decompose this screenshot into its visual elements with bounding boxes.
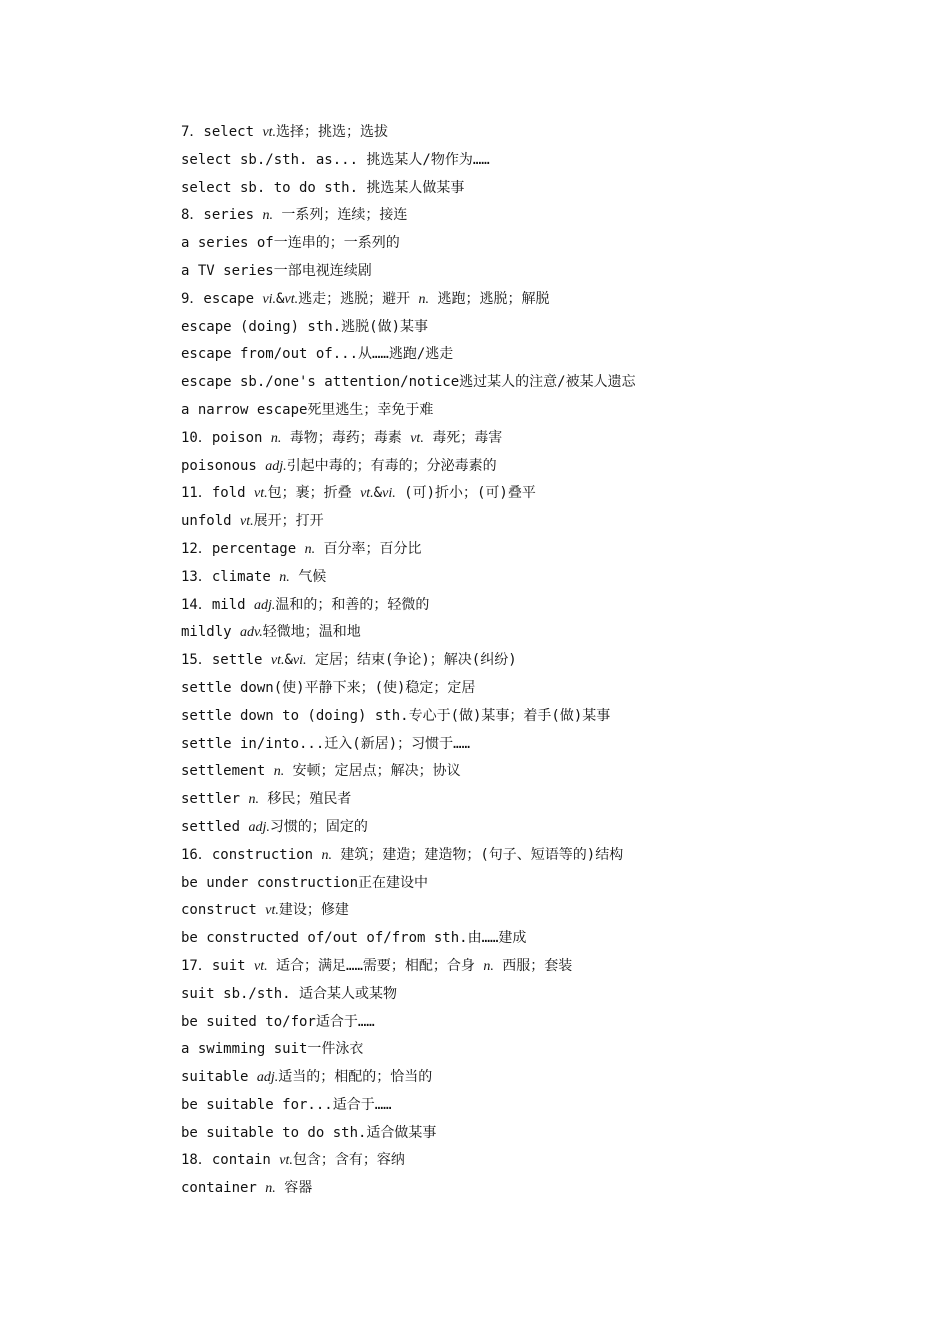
vocab-line [181,592,861,620]
part-of-speech: n. [279,569,290,585]
line-text: select sb. to do sth. 挑选某人做某事 [181,179,465,196]
vocab-line [181,508,861,536]
line-text: 18．contain [181,1152,280,1169]
part-of-speech: vi. [262,291,277,307]
vocab-line [181,564,861,592]
line-text: 适合；满足……需要；相配；合身 [267,957,484,974]
line-text: settlement [181,763,274,780]
line-text: & [373,485,383,502]
vocab-line [181,341,861,369]
line-text: 一系列；连续；接连 [272,207,408,224]
line-text: be suitable for...适合于…… [181,1096,392,1113]
line-text: 毒物；毒药；毒素 [281,429,411,446]
vocab-line [181,1009,861,1037]
part-of-speech: n. [483,958,494,974]
line-text: settle in/into...迁入(新居)；习惯于…… [181,735,471,752]
part-of-speech: adv. [240,625,263,641]
line-text: 9．escape [181,290,263,307]
vocab-line [181,397,861,425]
vocab-line [181,314,861,342]
line-text: a TV series一部电视连续剧 [181,262,372,279]
line-text: 16．construction [181,846,322,863]
line-text: escape from/out of...从……逃跑/逃走 [181,346,454,363]
line-text: 容器 [275,1180,313,1197]
line-text: 逃跑；逃脱；解脱 [429,290,550,307]
part-of-speech: n. [262,208,273,224]
part-of-speech: vt. [360,486,374,502]
vocab-line [181,119,861,147]
vocab-line [181,703,861,731]
part-of-speech: vt. [254,958,268,974]
vocab-line [181,1092,861,1120]
line-text: 8．series [181,207,263,224]
vocab-line [181,536,861,564]
line-text: 包；裹；折叠 [267,485,361,502]
line-text: a series of一连串的；一系列的 [181,235,400,252]
line-text: 12．percentage [181,540,305,557]
vocab-line [181,619,861,647]
vocab-line [181,925,861,953]
part-of-speech: vi. [382,486,396,502]
line-text: 气候 [289,568,327,585]
line-text: 建设；修建 [278,902,349,919]
line-text: 14．mild [181,596,255,613]
vocab-line [181,286,861,314]
vocab-line [181,897,861,925]
part-of-speech: vt. [410,430,424,446]
vocab-line [181,981,861,1009]
line-text: 适当的；相配的；恰当的 [278,1069,433,1086]
part-of-speech: vt. [270,653,285,669]
vocab-line [181,786,861,814]
vocab-line [181,1120,861,1148]
line-text: unfold [181,513,241,530]
vocab-line [181,425,861,453]
part-of-speech: vt. [284,291,299,307]
line-text: 西服；套装 [493,957,573,974]
line-text: a narrow escape死里逃生；幸免于难 [181,401,434,418]
line-text: 逃走；逃脱；避开 [298,290,419,307]
vocab-line [181,258,861,286]
line-text: be suitable to do sth.适合做某事 [181,1124,437,1141]
part-of-speech: adj. [265,458,287,474]
line-text: mildly [181,624,241,641]
line-text: be suited to/for适合于…… [181,1013,375,1030]
vocab-line [181,870,861,898]
part-of-speech: vi. [292,653,307,669]
line-text: 10．poison [181,429,271,446]
line-text: settle down to (doing) sth.专心于(做)某事；着手(做)某事 [181,707,611,724]
line-text: 引起中毒的；有毒的；分泌毒素的 [286,457,497,474]
line-text: construct [181,902,266,919]
vocabulary-list [181,119,861,1203]
vocab-line [181,202,861,230]
line-text: 11．fold [181,485,255,502]
line-text: 习惯的；固定的 [269,818,368,835]
line-text: a swimming suit一件泳衣 [181,1041,364,1058]
vocab-line [181,1036,861,1064]
part-of-speech: n. [304,541,316,557]
vocab-line [181,842,861,870]
line-text: 17．suit [181,957,255,974]
line-text: settle down(使)平静下来；(使)稳定；定居 [181,679,476,696]
vocab-line [181,731,861,759]
line-text: 移民；殖民者 [258,791,352,808]
part-of-speech: n. [265,1181,276,1197]
line-text: (可)折小；(可)叠平 [395,485,536,502]
line-text: 15．settle [181,652,271,669]
line-text: be under construction正在建设中 [181,874,429,891]
vocab-line [181,480,861,508]
part-of-speech: vt. [262,125,277,140]
line-text: 安顿；定居点；解决；协议 [284,763,461,780]
vocab-line [181,675,861,703]
part-of-speech: adj. [254,597,276,613]
line-text: 百分率；百分比 [315,540,422,557]
part-of-speech: n. [248,792,259,808]
vocab-line [181,647,861,675]
line-text: settled [181,818,249,835]
part-of-speech: vt. [279,1153,293,1169]
line-text: 轻微地；温和地 [262,624,361,641]
line-text: 毒死；毒害 [423,429,503,446]
line-text: poisonous [181,457,266,474]
line-text: 选择；挑选；选拔 [276,124,389,140]
vocab-line [181,453,861,481]
vocab-line [181,1175,861,1203]
line-text: 定居；结束(争论)；解决(纠纷) [306,652,517,669]
part-of-speech: n. [321,847,332,863]
part-of-speech: vt. [254,486,268,502]
part-of-speech: adj. [248,819,270,835]
vocab-line [181,230,861,258]
line-text: 7．select [181,124,263,140]
part-of-speech: n. [273,764,285,780]
line-text: 展开；打开 [253,513,324,530]
line-text: escape (doing) sth.逃脱(做)某事 [181,318,429,335]
line-text: be constructed of/out of/from sth.由……建成 [181,930,527,947]
part-of-speech: vt. [265,903,279,919]
line-text: container [181,1180,266,1197]
part-of-speech: adj. [256,1070,279,1086]
line-text: & [276,290,285,307]
vocab-line [181,175,861,203]
line-text: suitable [181,1069,257,1086]
line-text: suit sb./sth. 适合某人或某物 [181,985,398,1002]
line-text: 包含；含有；容纳 [292,1152,405,1169]
part-of-speech: vt. [240,514,254,530]
vocab-line [181,758,861,786]
line-text: & [284,652,293,669]
line-text: 13．climate [181,568,280,585]
vocab-line [181,1147,861,1175]
line-text: 建筑；建造；建造物；(句子、短语等的)结构 [331,846,624,863]
vocab-line [181,369,861,397]
part-of-speech: n. [270,430,282,446]
line-text: 温和的；和善的；轻微的 [275,596,430,613]
vocab-line [181,953,861,981]
vocab-line [181,147,861,175]
line-text: select sb./sth. as... 挑选某人/物作为…… [181,151,490,168]
line-text: settler [181,791,249,808]
line-text: escape sb./one's attention/notice逃过某人的注意/被某人遗忘 [181,374,636,391]
vocab-line [181,814,861,842]
vocab-line [181,1064,861,1092]
part-of-speech: n. [418,291,430,307]
